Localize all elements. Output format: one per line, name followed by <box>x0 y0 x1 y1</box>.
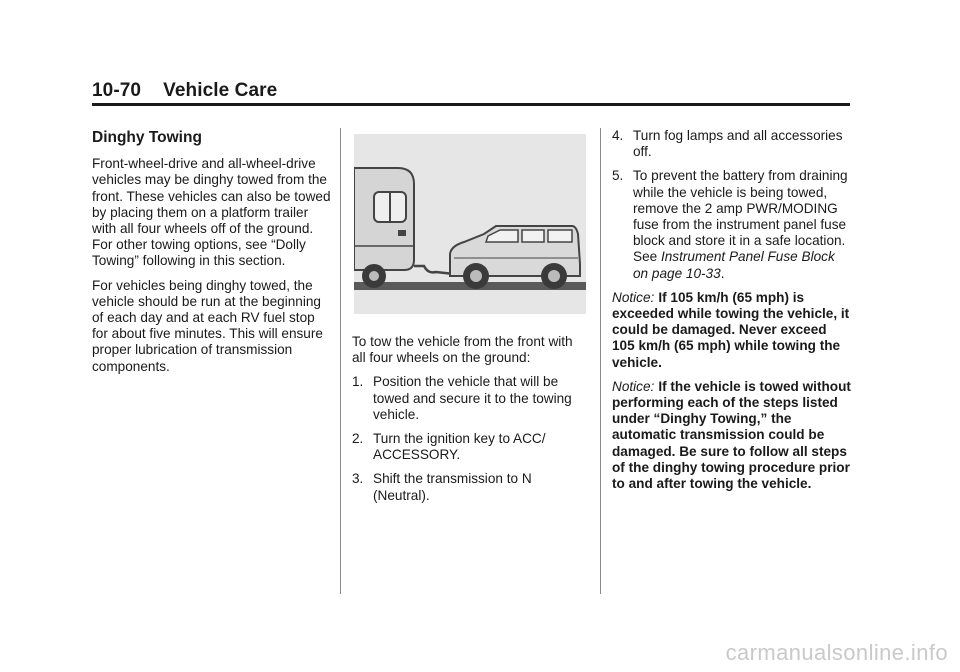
step-number: 2. <box>352 431 364 447</box>
steps-notice <box>612 379 852 492</box>
step-5 <box>612 168 852 281</box>
step-text: Turn the ignition key to ACC/ ACCESSORY. <box>373 431 546 463</box>
column-divider-1 <box>340 128 341 594</box>
header-rule <box>92 103 850 106</box>
speed-notice <box>612 290 852 371</box>
step-text: Position the vehicle that will be towed and secure it to the towing vehicle. <box>373 374 572 422</box>
column-divider-2 <box>600 128 601 594</box>
notice-label: Notice: <box>612 289 655 305</box>
fuse-block-reference-link[interactable]: Instrument Panel Fuse Block on page 10-33 <box>633 249 835 281</box>
step-text: Turn fog lamps and all accessories off. <box>633 128 843 160</box>
section-title: Vehicle Care <box>163 80 278 101</box>
step-text <box>633 168 852 281</box>
towing-illustration <box>354 134 586 314</box>
notice-text: If 105 km/h (65 mph) is exceeded while towing the vehicle, it could be damaged. Never exceed 105 km/h (65 mph) while towing the vehicle. <box>612 289 850 370</box>
intro-paragraph: Front-wheel-drive and all-wheel-drive vehicles may be dinghy towed from the front. These vehicles can also be towed by placing them on a platform trailer with all four wheels off of the ground. For other towing options, see “Dolly Towing” following in this section. <box>92 156 331 269</box>
page-header <box>92 80 277 102</box>
lubrication-paragraph: For vehicles being dinghy towed, the vehicle should be run at the beginning of each day and at each RV fuel stop for about five minutes. This will ensure proper lubrication of transmission components. <box>92 277 323 374</box>
watermark: carmanualsonline.info <box>725 640 948 665</box>
tow-intro-text: To tow the vehicle from the front with all four wheels on the ground: <box>352 334 573 366</box>
step-number: 4. <box>612 128 624 143</box>
step-number: 5. <box>612 168 624 184</box>
column-2 <box>352 128 588 512</box>
step-text: Shift the transmission to N (Neutral). <box>373 471 532 503</box>
step-number: 1. <box>352 374 364 390</box>
column-3 <box>612 128 852 500</box>
notice-text: If the vehicle is towed without performing each of the steps listed under “Dinghy Towing,” the automatic transmission could be damaged. Be sure to follow all steps of the dinghy towing procedure prior to and after towing the vehicle. <box>612 378 851 492</box>
column-1 <box>92 128 332 383</box>
page-number: 10-70 <box>92 80 142 101</box>
step-4 <box>612 128 852 160</box>
step-number: 3. <box>352 471 364 487</box>
step-1 <box>352 374 588 423</box>
notice-label: Notice: <box>612 378 655 394</box>
step-3 <box>352 471 588 503</box>
step-2 <box>352 431 588 463</box>
step-5-end: . <box>720 265 725 281</box>
dinghy-towing-heading: Dinghy Towing <box>92 129 202 146</box>
step-5-body: To prevent the battery from draining while the vehicle is being towed, remove the 2 amp PWR/MODING fuse from the instrument panel fuse block and store it in a safe location. See <box>633 168 848 265</box>
